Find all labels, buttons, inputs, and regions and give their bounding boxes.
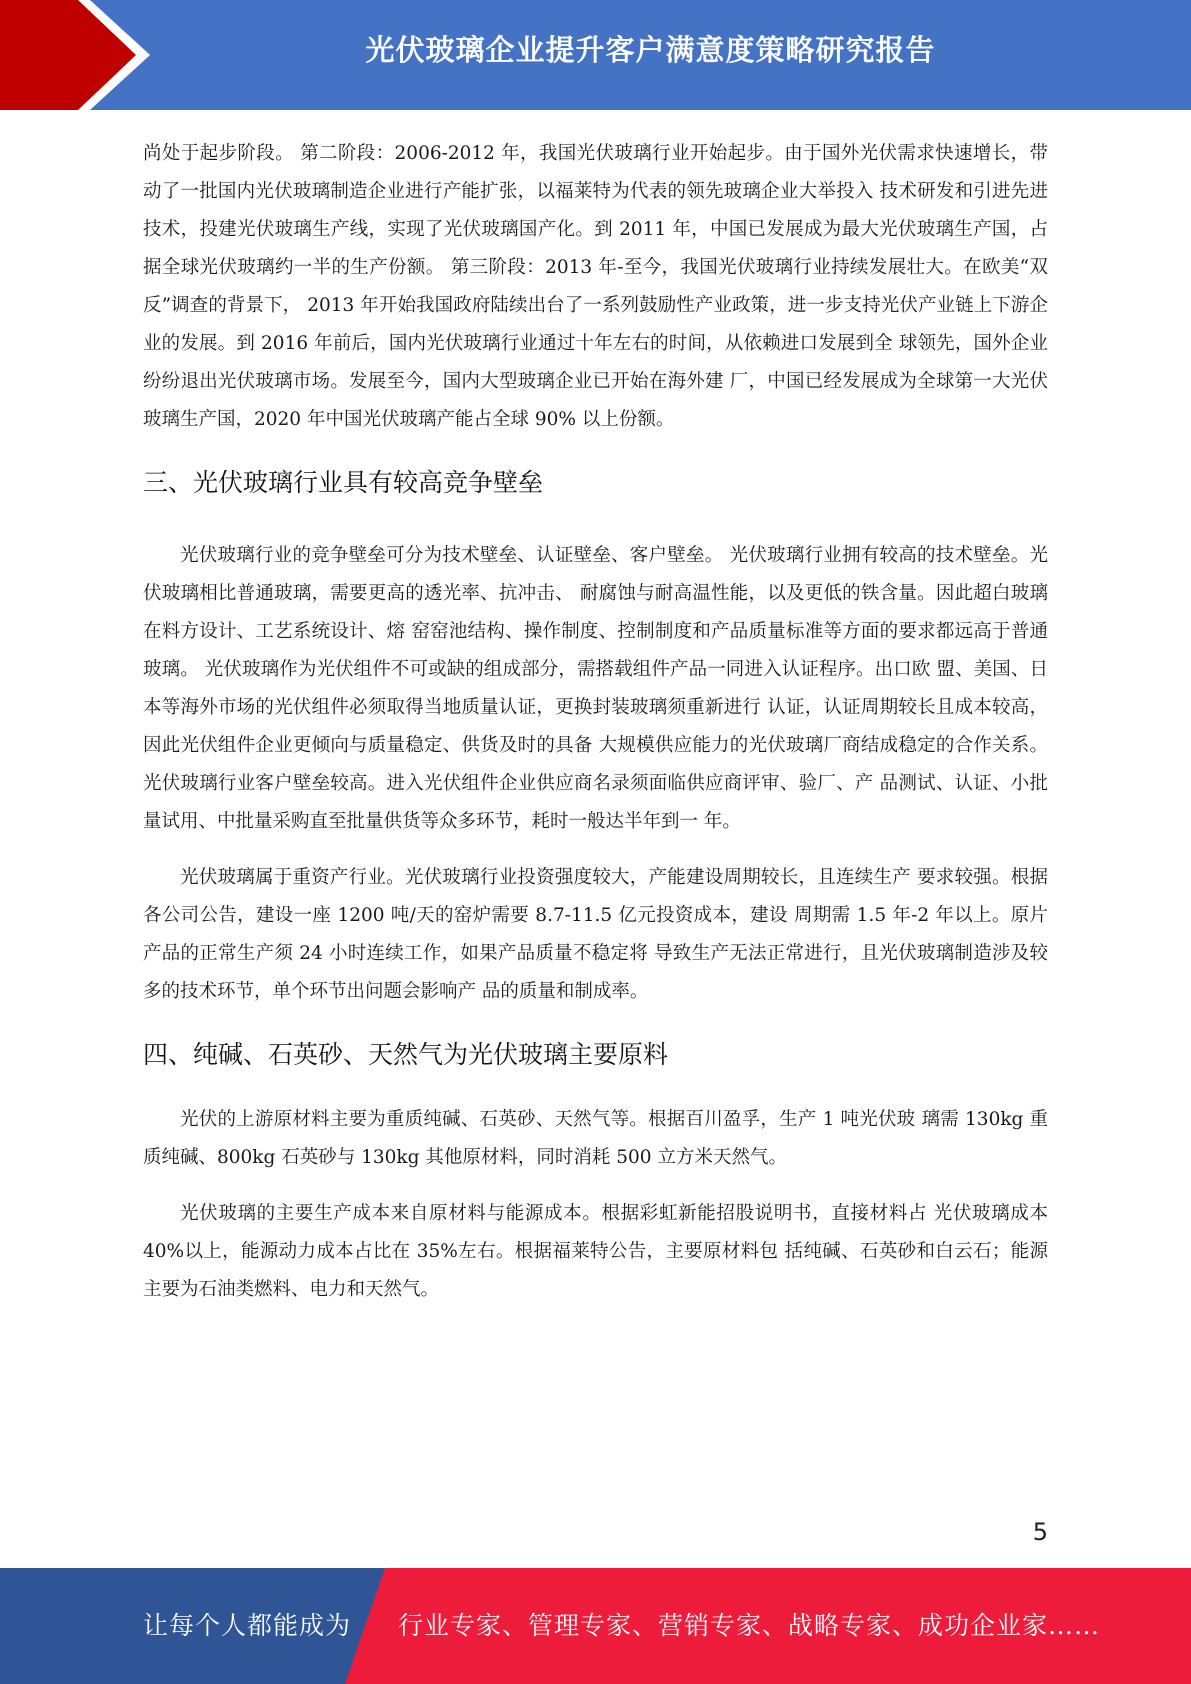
section-heading-3: 三、光伏玻璃行业具有较高竞争壁垒	[143, 468, 544, 497]
page-header	[0, 0, 1191, 110]
section4-paragraph-1: 光伏的上游原材料主要为重质纯碱、石英砂、天然气等。根据百川盈孚，生产 1 吨光伏玻 璃需 130kg 重质纯碱、800kg 石英砂与 130kg 其他原材料，同时消耗 500 立方米天然气。	[143, 1109, 1048, 1168]
footer-slogan-left: 让每个人都能成为	[143, 1611, 352, 1640]
intro-paragraph: 尚处于起步阶段。 第二阶段：2006-2012 年，我国光伏玻璃行业开始起步。由于国外光伏需求快速增长，带 动了一批国内光伏玻璃制造企业进行产能扩张，以福莱特为代表的领先玻璃企业大举投入 技术研发和引进先进技术，投建光伏玻璃生产线，实现了光伏玻璃国产化。到 2011 年，中国已发展成为最大光伏玻璃生产国，占据全球光伏玻璃约一半的生产份额。 第三阶段：2013 年-至今，我国光伏玻璃行业持续发展壮大。在欧美“双反”调查的背景下， 2013 年开始我国政府陆续出台了一系列鼓励性产业政策，进一步支持光伏产业链上下游企 业的发展。到 2016 年前后，国内光伏玻璃行业通过十年左右的时间，从依赖进口发展到全 球领先，国外企业纷纷退出光伏玻璃市场。发展至今，国内大型玻璃企业已开始在海外建 厂，中国已经发展成为全球第一大光伏玻璃生产国，2020 年中国光伏玻璃产能占全球 90% 以上份额。	[143, 143, 1048, 430]
section3-paragraph-1: 光伏玻璃行业的竞争壁垒可分为技术壁垒、认证壁垒、客户壁垒。 光伏玻璃行业拥有较高的技术壁垒。光伏玻璃相比普通玻璃，需要更高的透光率、抗冲击、 耐腐蚀与耐高温性能，以及更低的铁含量。因此超白玻璃在料方设计、工艺系统设计、熔 窑窑池结构、操作制度、控制制度和产品质量标准等方面的要求都远高于普通玻璃。 光伏玻璃作为光伏组件不可或缺的组成部分，需搭载组件产品一同进入认证程序。出口欧 盟、美国、日本等海外市场的光伏组件必须取得当地质量认证，更换封装玻璃须重新进行 认证，认证周期较长且成本较高，因此光伏组件企业更倾向与质量稳定、供货及时的具备 大规模供应能力的光伏玻璃厂商结成稳定的合作关系。 光伏玻璃行业客户壁垒较高。进入光伏组件企业供应商名录须面临供应商评审、验厂、产 品测试、认证、小批量试用、中批量采购直至批量供货等众多环节，耗时一般达半年到一 年。	[143, 545, 1048, 832]
footer-slogan-right: 行业专家、管理专家、营销专家、战略专家、成功企业家……	[398, 1611, 1101, 1640]
report-title: 光伏玻璃企业提升客户满意度策略研究报告	[365, 33, 936, 67]
chevron-logo-icon	[0, 0, 150, 110]
page-content	[143, 135, 1048, 1309]
section4-paragraph-2: 光伏玻璃的主要生产成本来自原材料与能源成本。根据彩虹新能招股说明书，直接材料占 光伏玻璃成本 40%以上，能源动力成本占比在 35%左右。根据福莱特公告，主要原材料包 括纯碱、石英砂和白云石；能源主要为石油类燃料、电力和天然气。	[143, 1203, 1048, 1300]
page-footer	[0, 1568, 1191, 1684]
section3-paragraph-2: 光伏玻璃属于重资产行业。光伏玻璃行业投资强度较大，产能建设周期较长，且连续生产 要求较强。根据各公司公告，建设一座 1200 吨/天的窑炉需要 8.7-11.5 亿元投资成本，建设 周期需 1.5 年-2 年以上。原片产品的正常生产须 24 小时连续工作，如果产品质量不稳定将 导致生产无法正常进行，且光伏玻璃制造涉及较多的技术环节，单个环节出问题会影响产 品的质量和制成率。	[143, 867, 1048, 1002]
section-heading-4: 四、纯碱、石英砂、天然气为光伏玻璃主要原料	[143, 1040, 669, 1069]
page-number: 5	[1032, 1518, 1048, 1546]
